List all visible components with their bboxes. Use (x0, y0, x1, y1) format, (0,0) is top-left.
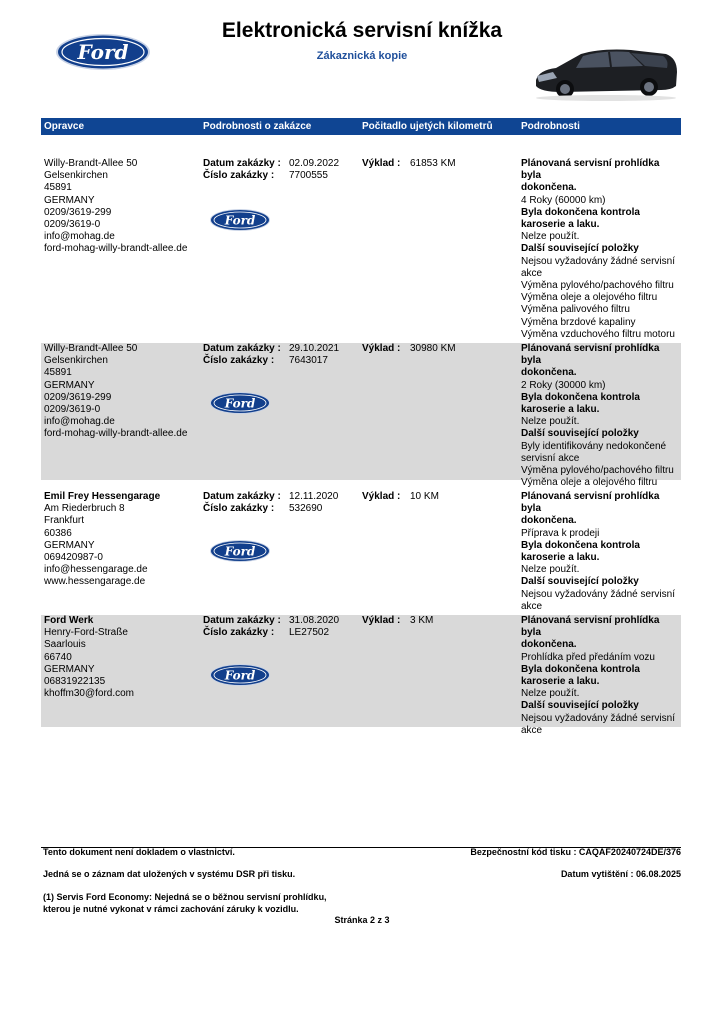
detail-line: Výměna brzdové kapaliny (521, 316, 636, 328)
detail-line: Nejsou vyžadovány žádné servisní (521, 588, 675, 600)
dealer-line: 06831922135 (44, 676, 106, 688)
ford-logo-text: Ford (224, 668, 256, 683)
dealer-line: 45891 (44, 182, 72, 194)
economy-note-line1: (1) Servis Ford Economy: Nejedná se o běžnou servisní prohlídku, (43, 892, 327, 902)
order-date: 29.10.2021 (289, 343, 340, 354)
ford-logo-small (209, 663, 271, 687)
detail-line: karoserie a laku. (521, 552, 600, 564)
dealer-name: Ford Werk (44, 615, 94, 626)
detail-line: dokončena. (521, 515, 577, 527)
detail-line: Výměna palivového filtru (521, 304, 630, 316)
detail-line: Další související položky (521, 576, 639, 588)
ford-logo (55, 33, 151, 71)
detail-line: servisní akce (521, 452, 580, 464)
reading-label: Výklad : (362, 491, 401, 502)
dealer-line: 66740 (44, 651, 72, 663)
detail-line: Plánovaná servisní prohlídka byla (521, 615, 660, 639)
detail-line: Výměna oleje a olejového filtru (521, 477, 658, 489)
detail-line: karoserie a laku. (521, 404, 600, 416)
detail-line: Plánovaná servisní prohlídka byla (521, 343, 660, 367)
reading-value: 61853 KM (410, 158, 456, 169)
order-date: 02.09.2022 (289, 158, 340, 169)
detail-line: dokončena. (521, 367, 577, 379)
dealer-cell (44, 491, 199, 589)
detail-line: dokončena. (521, 182, 577, 194)
dealer-line: Gelsenkirchen (44, 170, 108, 182)
order-number-label: Číslo zakázky : (203, 627, 275, 639)
dealer-line: khoffm30@ford.com (44, 688, 135, 700)
dealer-line: www.hessengarage.de (44, 576, 146, 588)
ford-logo-small (209, 391, 271, 415)
order-date: 12.11.2020 (289, 491, 339, 502)
detail-line: Byla dokončena kontrola (521, 539, 640, 551)
detail-line: Výměna oleje a olejového filtru (521, 292, 658, 304)
column-header: Počitadlo ujetých kilometrů (362, 121, 493, 132)
column-header: Podrobnosti (521, 121, 580, 132)
detail-line: Nelze použít. (521, 564, 580, 576)
order-cell (203, 343, 358, 411)
order-date: 31.08.2020 (289, 615, 340, 626)
dealer-line: 45891 (44, 367, 72, 379)
detail-line: Výměna vzduchového filtru motoru (521, 328, 675, 340)
order-number-label: Číslo zakázky : (203, 503, 275, 515)
dealer-line: 0209/3619-0 (44, 219, 101, 231)
dealer-cell (44, 158, 199, 256)
detail-line: Plánovaná servisní prohlídka byla (521, 491, 660, 515)
ford-logo-text: Ford (224, 213, 256, 228)
table-row (41, 158, 681, 340)
table-row (41, 343, 681, 489)
detail-line: Nejsou vyžadovány žádné servisní (521, 712, 675, 724)
detail-line: Prohlídka před předáním vozu (521, 651, 655, 663)
dealer-line: info@mohag.de (44, 231, 115, 243)
detail-line: Byla dokončena kontrola (521, 663, 640, 675)
detail-line: akce (521, 724, 543, 736)
detail-line: Nelze použít. (521, 231, 580, 243)
detail-line: karoserie a laku. (521, 676, 600, 688)
car-image (531, 42, 681, 102)
dealer-line: 069420987-0 (44, 552, 103, 564)
dealer-line: Frankfurt (44, 515, 85, 527)
reading-label: Výklad : (362, 343, 401, 354)
details-cell (521, 343, 681, 489)
ford-logo-text: Ford (224, 544, 256, 559)
dealer-line: 0209/3619-299 (44, 206, 112, 218)
dealer-line: Am Riederbruch 8 (44, 503, 125, 515)
dealer-line: 0209/3619-299 (44, 391, 112, 403)
detail-line: Byla dokončena kontrola (521, 206, 640, 218)
order-cell (203, 491, 358, 559)
order-cell (203, 158, 358, 228)
security-code: Bezpečnostní kód tisku : CAQAF20240724DE/376 (470, 847, 681, 857)
dealer-line: GERMANY (44, 539, 95, 551)
detail-line: 4 Roky (60000 km) (521, 194, 606, 206)
ford-logo-small (209, 208, 271, 232)
column-header: Opravce (44, 121, 85, 132)
details-cell (521, 491, 681, 613)
mileage-cell (362, 615, 517, 627)
order-date-label: Datum zakázky : (203, 491, 281, 502)
dealer-cell (44, 615, 199, 700)
dsr-note: Jedná se o záznam dat uložených v systému DSR při tisku. (43, 869, 296, 879)
mileage-cell (362, 343, 517, 355)
column-header: Podrobnosti o zakázce (203, 121, 312, 132)
dealer-line: Gelsenkirchen (44, 355, 108, 367)
page-subtitle: Zákaznická kopie (316, 50, 408, 62)
dealer-line: info@mohag.de (44, 416, 115, 428)
order-date-label: Datum zakázky : (203, 158, 281, 169)
detail-line: akce (521, 600, 543, 612)
dealer-line: GERMANY (44, 663, 95, 675)
detail-line: Příprava k prodeji (521, 527, 600, 539)
reading-value: 10 KM (410, 491, 439, 502)
dealer-line: 60386 (44, 527, 72, 539)
detail-line: akce (521, 267, 543, 279)
order-number: LE27502 (289, 627, 330, 639)
dealer-line: info@hessengarage.de (44, 564, 148, 576)
reading-value: 3 KM (410, 615, 434, 626)
dealer-line: Willy-Brandt-Allee 50 (44, 343, 138, 354)
dealer-name: Emil Frey Hessengarage (44, 491, 161, 502)
ford-logo-text: Ford (77, 40, 129, 64)
detail-line: Byly identifikovány nedokončené (521, 440, 667, 452)
dealer-line: Henry-Ford-Straße (44, 627, 128, 639)
table-row (41, 491, 681, 612)
details-cell (521, 615, 681, 737)
dealer-cell (44, 343, 199, 441)
detail-line: Nelze použít. (521, 688, 580, 700)
detail-line: dokončena. (521, 639, 577, 651)
detail-line: Výměna pylového/pachového filtru (521, 465, 674, 477)
reading-label: Výklad : (362, 615, 401, 626)
detail-line: Další související položky (521, 700, 639, 712)
dealer-line: Saarlouis (44, 639, 86, 651)
order-number: 7643017 (289, 355, 328, 367)
dealer-line: 0209/3619-0 (44, 404, 101, 416)
mileage-cell (362, 491, 517, 503)
dealer-line: GERMANY (44, 194, 95, 206)
table-row (41, 615, 681, 736)
detail-line: karoserie a laku. (521, 219, 600, 231)
page-number: Stránka 2 z 3 (334, 915, 390, 925)
dealer-line: Willy-Brandt-Allee 50 (44, 158, 138, 169)
detail-line: Plánovaná servisní prohlídka byla (521, 158, 660, 182)
reading-label: Výklad : (362, 158, 401, 169)
page-title: Elektronická servisní knížka (221, 19, 503, 42)
dealer-line: ford-mohag-willy-brandt-allee.de (44, 243, 188, 255)
order-date-label: Datum zakázky : (203, 343, 281, 354)
mileage-cell (362, 158, 517, 170)
dealer-line: ford-mohag-willy-brandt-allee.de (44, 428, 188, 440)
order-number: 7700555 (289, 170, 328, 182)
ford-logo-text: Ford (224, 396, 256, 411)
order-date-label: Datum zakázky : (203, 615, 281, 626)
table-header (41, 118, 681, 135)
detail-line: Byla dokončena kontrola (521, 391, 640, 403)
detail-line: Výměna pylového/pachového filtru (521, 280, 674, 292)
dealer-line: GERMANY (44, 379, 95, 391)
details-cell (521, 158, 681, 341)
order-number: 532690 (289, 503, 323, 515)
economy-note-line2: kterou je nutné vykonat v rámci zachování záruky k vozidlu. (43, 904, 299, 914)
order-number-label: Číslo zakázky : (203, 170, 275, 182)
reading-value: 30980 KM (410, 343, 456, 354)
order-number-label: Číslo zakázky : (203, 355, 275, 367)
ford-logo-small (209, 539, 271, 563)
detail-line: Další související položky (521, 243, 639, 255)
print-date: Datum vytištění : 06.08.2025 (560, 869, 681, 879)
order-cell (203, 615, 358, 683)
detail-line: Nejsou vyžadovány žádné servisní (521, 255, 675, 267)
detail-line: Další související položky (521, 428, 639, 440)
detail-line: 2 Roky (30000 km) (521, 379, 606, 391)
ownership-note: Tento dokument není dokladem o vlastnictví. (43, 847, 235, 857)
detail-line: Nelze použít. (521, 416, 580, 428)
